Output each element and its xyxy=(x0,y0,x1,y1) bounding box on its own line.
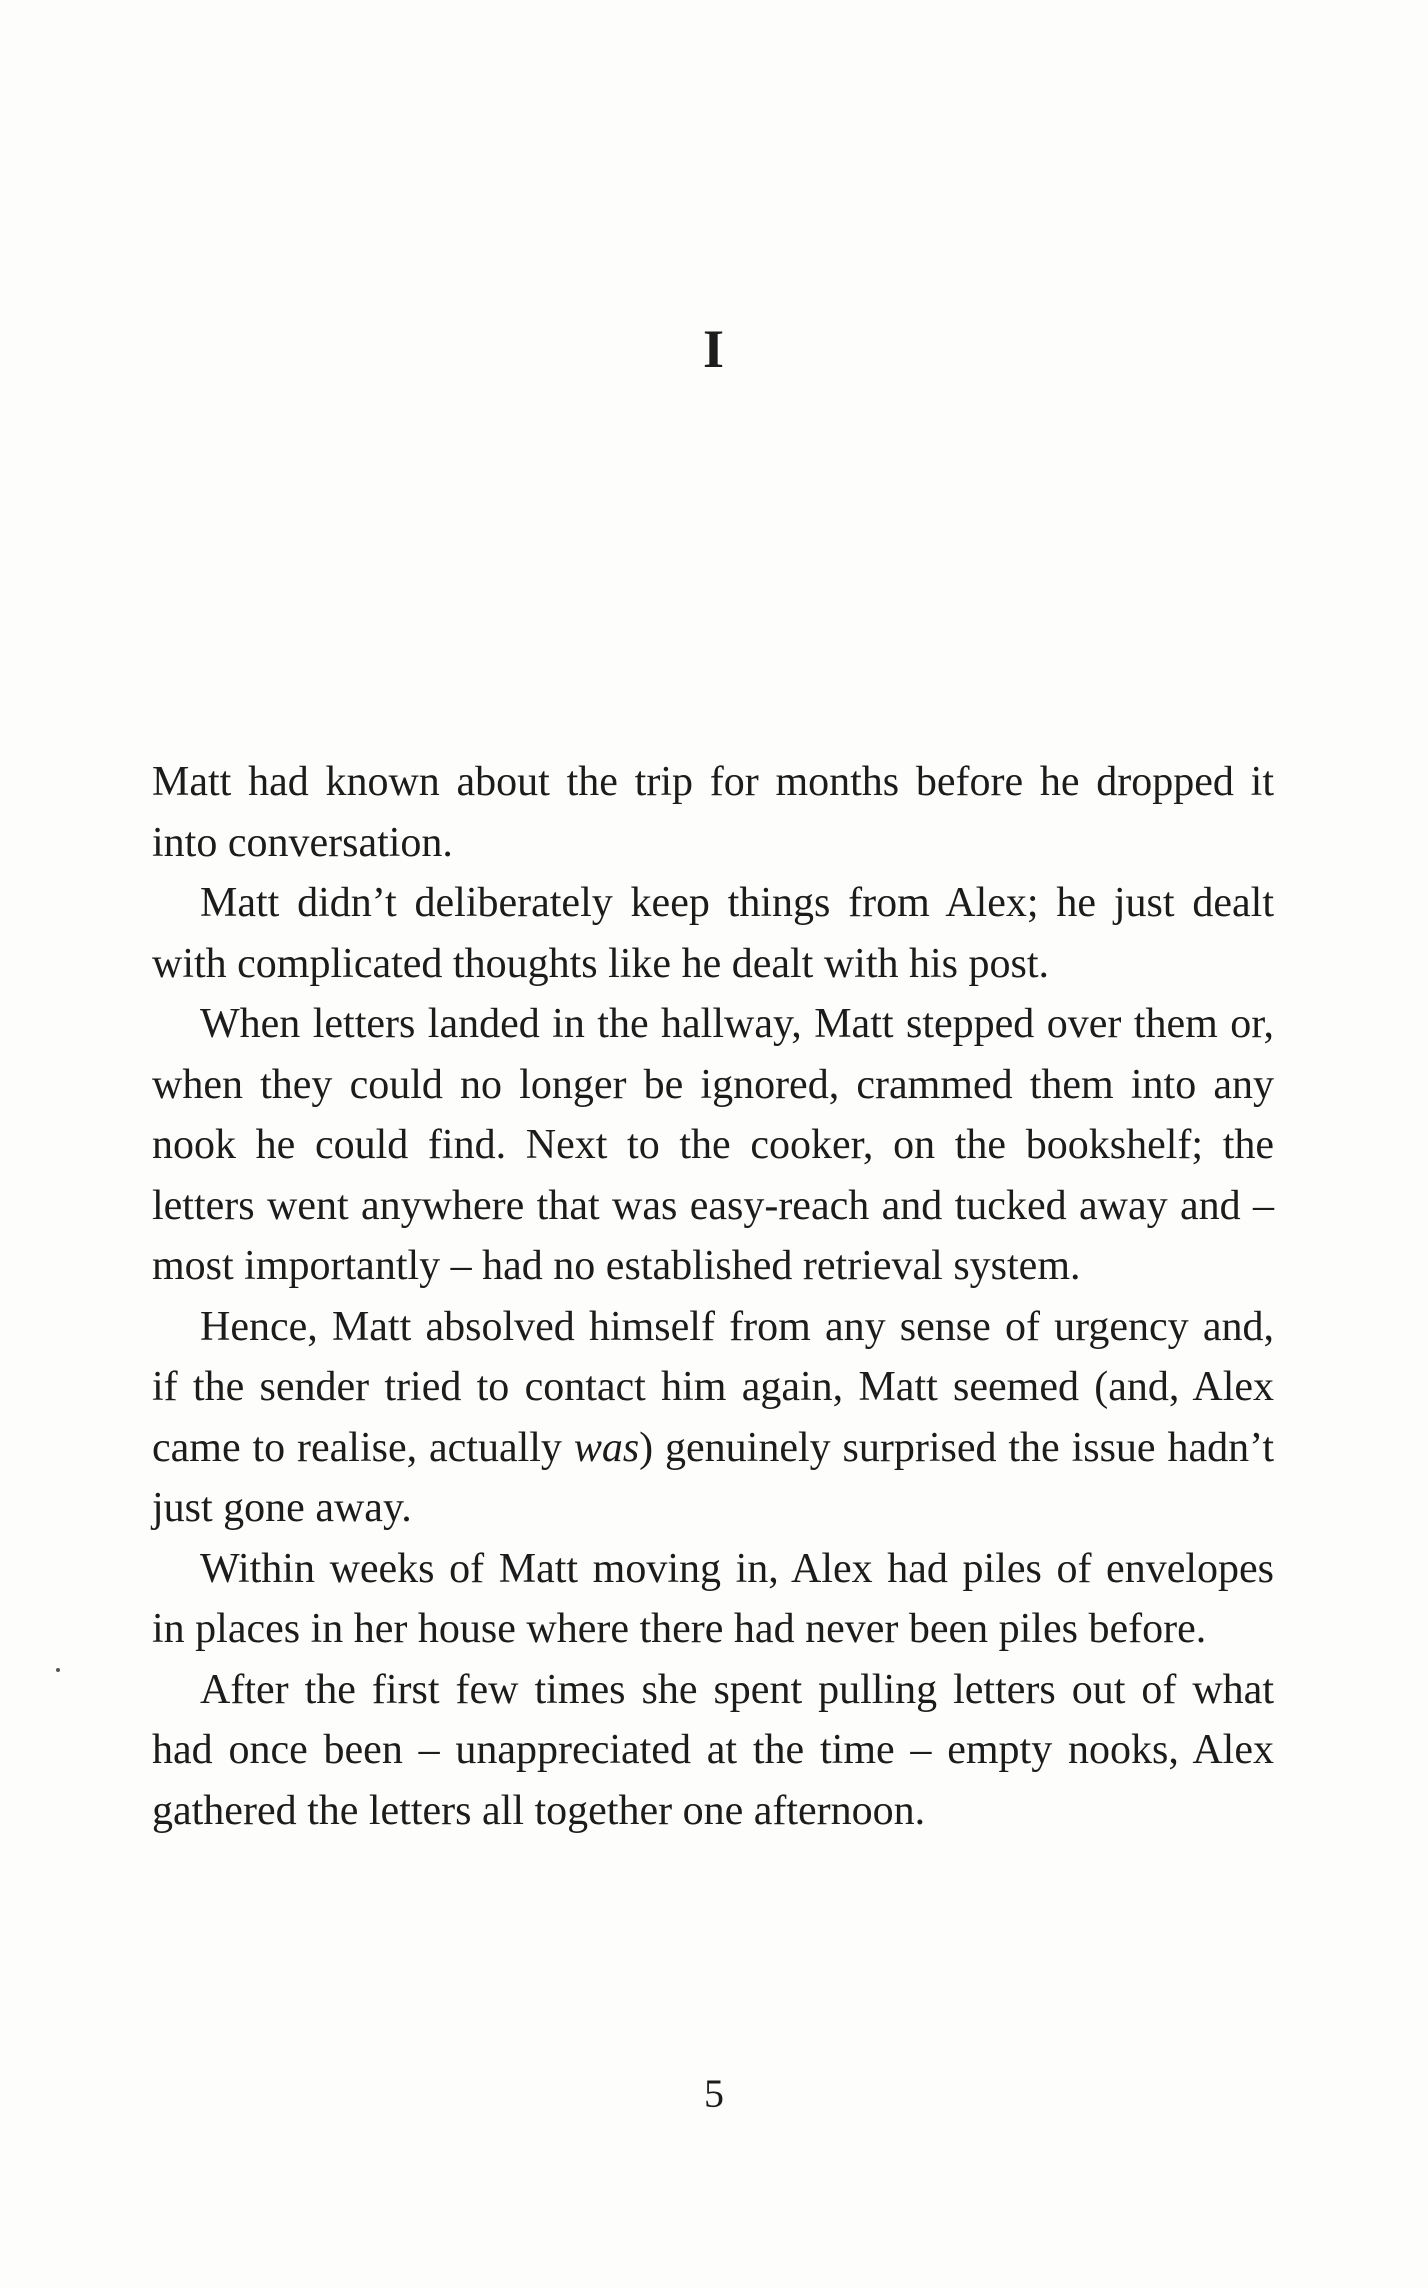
paragraph-2: Matt didn’t deliberately keep things from Alex; he just dealt with complicated thoughts like he dealt with his post. xyxy=(152,880,1274,987)
paragraph-5: Within weeks of Matt moving in, Alex had piles of envelopes in places in her house where there had never been piles before. xyxy=(152,1545,1274,1652)
paragraph-4 xyxy=(152,1297,1274,1539)
paragraph-4-text-before: Hence, Matt absolved himself from any sense of urgency and, if the sender tried to contact him again, Matt seemed (and, Alex came to realise, actually xyxy=(152,1303,1274,1471)
paragraph-4-text-after: ) genuinely surprised the issue hadn’t just gone away. xyxy=(152,1424,1274,1531)
chapter-number: I xyxy=(702,319,725,379)
paragraph-3: When letters landed in the hallway, Matt stepped over them or, when they could no longer be ignored, crammed them into any nook he could find. Next to the cooker, on the bookshelf; the letters went anywhere that was easy-reach and tucked away and – most importantly – had no established retrieval system. xyxy=(152,1001,1274,1289)
paragraph-6: After the first few times she spent pulling letters out of what had once been – unappreciated at the time – empty nooks, Alex gathered the letters all together one afternoon. xyxy=(152,1666,1274,1834)
paragraph-1: Matt had known about the trip for months before he dropped it into conversation. xyxy=(152,759,1274,866)
stray-ink-dot xyxy=(56,1668,60,1672)
paragraph-4-emphasis: was xyxy=(573,1424,640,1471)
body-text xyxy=(152,752,1274,1841)
page-number: 5 xyxy=(704,2071,724,2116)
